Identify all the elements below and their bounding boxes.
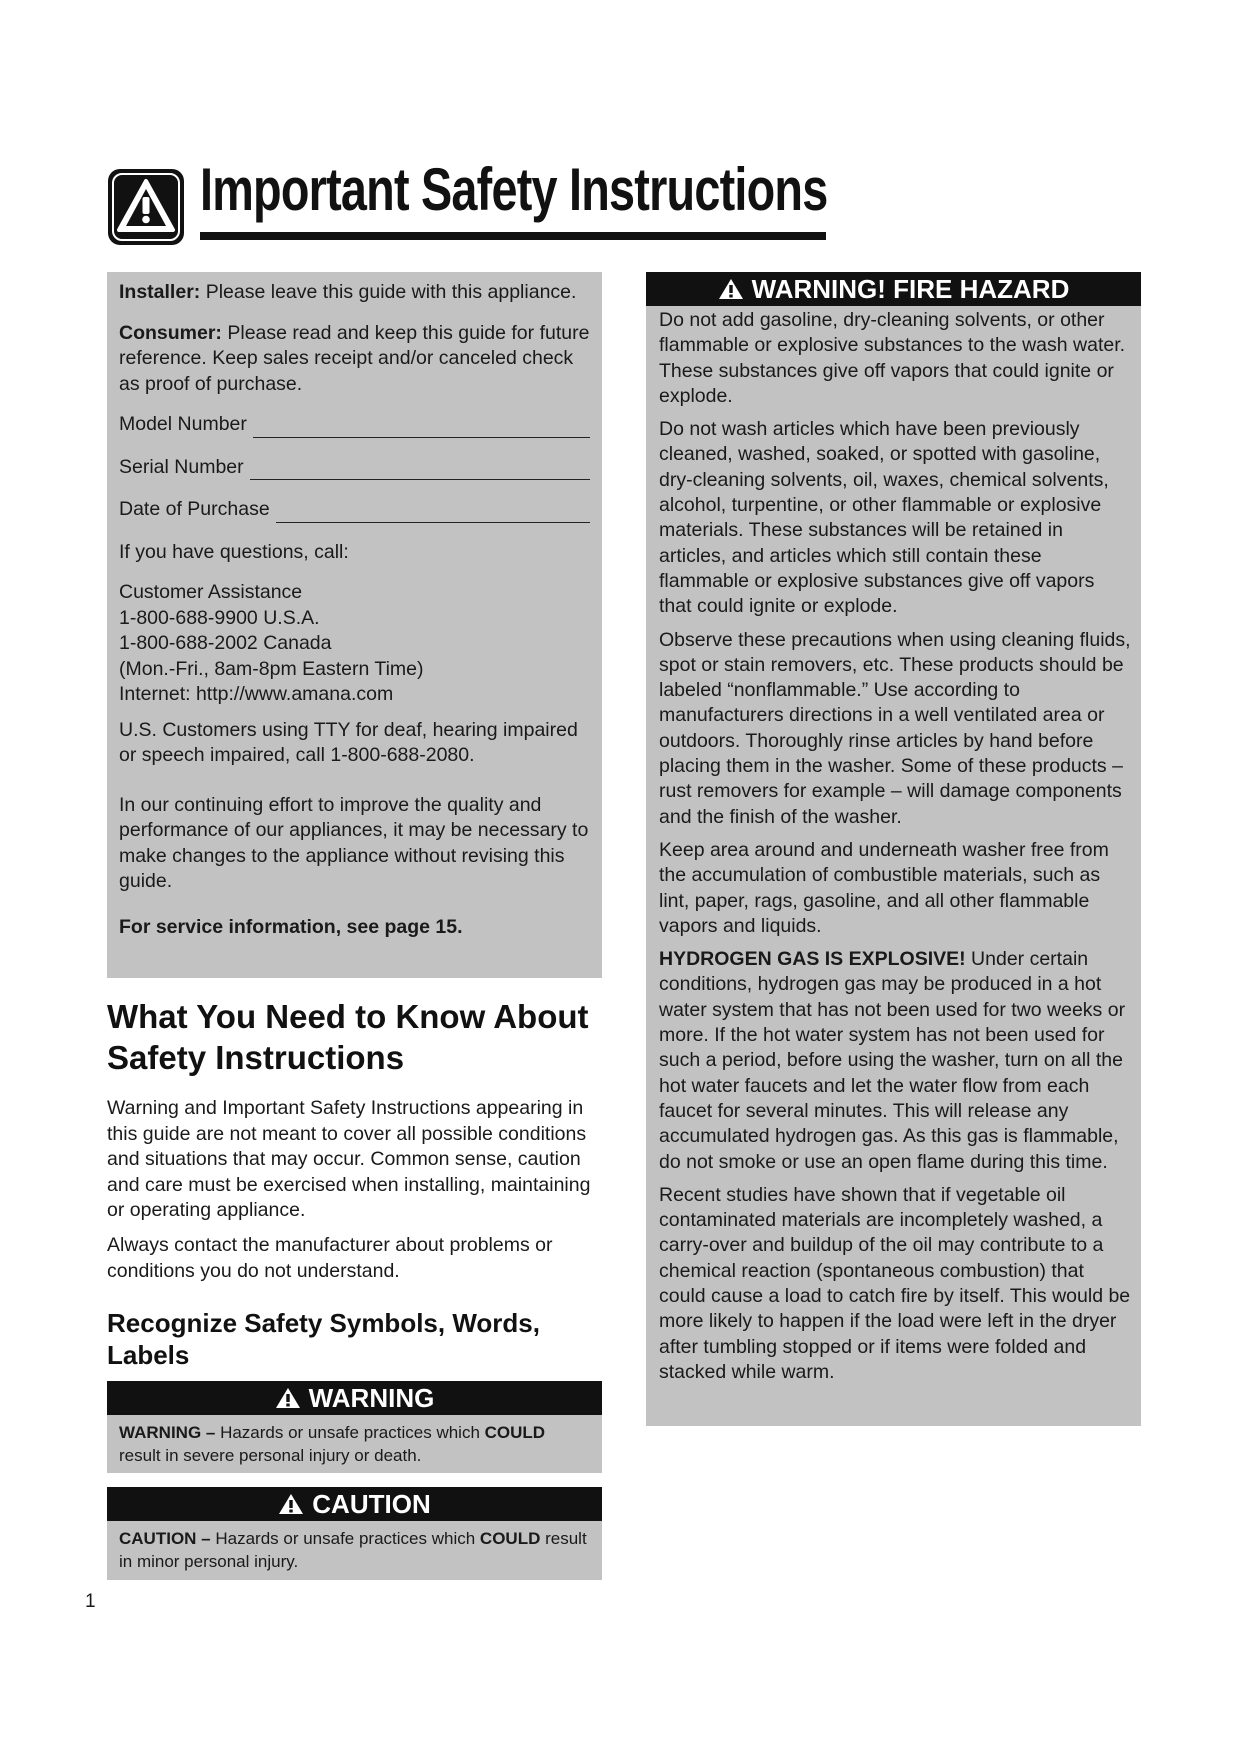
warning-banner [107, 1381, 602, 1415]
contact-block [119, 580, 590, 708]
caution-banner [107, 1487, 602, 1521]
contact-line: Internet: http://www.amana.com [119, 683, 394, 705]
contact-line: Customer Assistance [119, 581, 303, 603]
consumer-note [119, 321, 590, 398]
caution-triangle-icon [278, 1493, 304, 1515]
contact-line: (Mon.-Fri., 8am-8pm Eastern Time) [119, 657, 424, 680]
section-paragraph: Always contact the manufacturer about problems or conditions you do not understand. [107, 1234, 553, 1282]
caution-definition-label: CAUTION – [119, 1529, 211, 1548]
hydrogen-gas-paragraph [659, 947, 1131, 1175]
fire-hazard-paragraph: Observe these precautions when using cleaning fluids, spot or stain removers, etc. These products should be labeled “nonflammable.” Use according to manufacturers directions in a well ventilated area or outdoors. Thoroughly rinse articles by hand before placing them in the washer. Some of these products – rust removers for example – will damage components and the finish of the washer. [659, 628, 1131, 828]
serial-number-line [250, 461, 590, 480]
questions-text: If you have questions, call: [119, 540, 349, 563]
warning-box [107, 1381, 602, 1473]
warning-definition-label: WARNING – [119, 1423, 216, 1442]
serial-number-field[interactable] [119, 455, 590, 481]
caution-banner-label: CAUTION [312, 1488, 431, 1519]
improvement-text: In our continuing effort to improve the quality and performance of our appliances, it may be necessary to make changes to the appliance without revising this guide. [119, 793, 589, 892]
tty-text: U.S. Customers using TTY for deaf, hearing impaired or speech impaired, call 1-800-688-2080. [119, 718, 578, 766]
model-number-label: Model Number [119, 413, 247, 435]
caution-definition-text: Hazards or unsafe practices which [210, 1529, 480, 1548]
installer-note [119, 280, 590, 306]
fire-hazard-banner [646, 272, 1141, 306]
model-number-field[interactable] [119, 412, 590, 438]
fire-hazard-paragraph: Do not wash articles which have been previously cleaned, washed, soaked, or spotted with gasoline, dry-cleaning solvents, oil, waxes, chemical solvents, alcohol, turpentine, or other flammable or explosive materials. These substances will be retained in articles, and articles which still contain these flammable or explosive substances give off vapors that could ignite or explode. [659, 418, 1109, 618]
installer-text: Please leave this guide with this appliance. [200, 281, 577, 303]
installer-label: Installer: [119, 281, 201, 303]
owner-info-box [107, 272, 602, 978]
caution-definition-emphasis: COULD [479, 1529, 541, 1548]
page-title: Important Safety Instructions [200, 156, 828, 223]
contact-line: 1-800-688-9900 U.S.A. [119, 606, 320, 629]
contact-line: 1-800-688-2002 Canada [119, 632, 332, 654]
purchase-date-label: Date of Purchase [119, 498, 270, 520]
purchase-date-field[interactable] [119, 497, 590, 523]
hydrogen-gas-label: HYDROGEN GAS IS EXPLOSIVE! [659, 948, 966, 971]
warning-definition-tail: result in severe personal injury or death. [119, 1446, 422, 1465]
hydrogen-gas-text: Under certain conditions, hydrogen gas may be produced in a hot water system that has not been used for two weeks or more. If the hot water system has not been used for such a period, before using the washer, turn on all the hot water faucets and let the water flow from each faucet for several minutes. This will release any accumulated hydrogen gas. As this gas is flammable, do not smoke or use an open flame during this time. [659, 948, 1126, 1173]
safety-alert-icon [107, 168, 185, 246]
consumer-label: Consumer: [119, 321, 222, 344]
service-info-text: For service information, see page 15. [119, 915, 463, 938]
caution-definition [107, 1521, 602, 1573]
warning-definition [107, 1415, 602, 1467]
caution-box [107, 1487, 602, 1580]
warning-banner-label: WARNING [308, 1382, 435, 1413]
subsection-heading: Recognize Safety Symbols, Words, Labels [107, 1308, 540, 1370]
warning-definition-emphasis: COULD [484, 1423, 546, 1442]
section-paragraph: Warning and Important Safety Instructions appearing in this guide are not meant to cover all possible conditions and situations that may occur. Common sense, caution and care must be exercised when installing, maintaining or operating appliance. [107, 1097, 591, 1221]
fire-hazard-box [646, 272, 1141, 1426]
warning-definition-text: Hazards or unsafe practices which [215, 1423, 485, 1442]
fire-hazard-paragraph: Keep area around and underneath washer free from the accumulation of combustible materials, such as lint, paper, rags, gasoline, and all other flammable vapors and liquids. [659, 838, 1109, 937]
warning-triangle-icon [275, 1387, 301, 1409]
warning-triangle-icon [718, 278, 744, 300]
fire-hazard-paragraph: Recent studies have shown that if vegetable oil contaminated materials are incompletely washed, a carry-over and buildup of the oil may contribute to a chemical reaction (spontaneous combustion) that could cause a load to catch fire by itself. This would be more likely to happen if the load were left in the dryer after tumbling stopped or if items were folded and stacked while warm. [659, 1183, 1131, 1383]
fire-hazard-banner-label: WARNING! FIRE HAZARD [751, 273, 1070, 304]
fire-hazard-paragraph: Do not add gasoline, dry-cleaning solvents, or other flammable or explosive substances to the wash water. These substances give off vapors that could ignite or explode. [659, 309, 1126, 407]
serial-number-label: Serial Number [119, 455, 244, 478]
section-heading: What You Need to Know About Safety Instructions [107, 998, 589, 1076]
model-number-line [253, 419, 590, 438]
page-number: 1 [85, 1591, 96, 1612]
caution-definition-tail: result in minor personal injury. [119, 1529, 587, 1571]
consumer-text: Please read and keep this guide for future reference. Keep sales receipt and/or canceled check as proof of purchase. [119, 321, 590, 395]
title-underline [200, 232, 826, 240]
purchase-date-line [276, 504, 590, 523]
